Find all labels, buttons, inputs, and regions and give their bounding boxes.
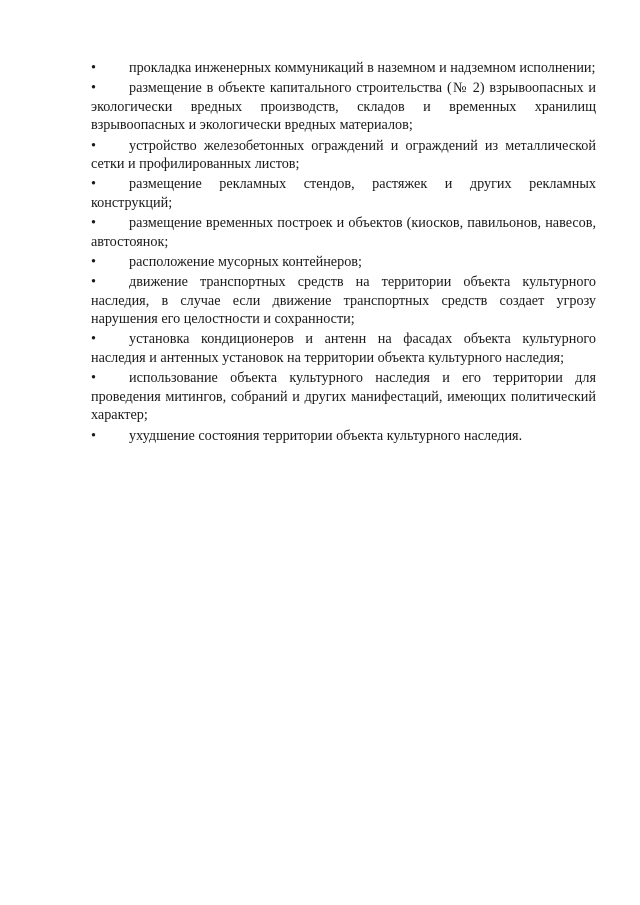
list-item (91, 59, 596, 78)
list-item (91, 175, 596, 212)
list-item-text: размещение временных построек и объектов (киосков, павильонов, навесов, автостоянок; (91, 215, 596, 250)
list-item-text: движение транспортных средств на территории объекта культурного наследия, в случае если движение транспортных средств создает угрозу нарушения его целостности и сохранности; (91, 274, 596, 328)
list-item (91, 273, 596, 329)
list-item (91, 369, 596, 425)
bullet-mark: • (91, 215, 96, 232)
list-item-text: расположение мусорных контейнеров; (129, 253, 362, 270)
list-item-text: размещение в объекте капитального строительства (№ 2) взрывоопасных и экологически вредных производств, складов и временных хранилищ взрывоопасных и экологически вредных материалов; (91, 80, 596, 134)
bullet-mark: • (91, 60, 96, 76)
bullet-mark: • (91, 331, 96, 348)
restrictions-list (91, 59, 596, 447)
bullet-mark: • (91, 253, 96, 270)
bullet-mark: • (91, 137, 96, 154)
list-item-text: прокладка инженерных коммуникаций в наземном и надземном исполнении; (129, 60, 596, 76)
list-item (91, 137, 596, 174)
list-item-text: ухудшение состояния территории объекта культурного наследия. (129, 427, 523, 444)
list-item-text: размещение рекламных стендов, растяжек и других рекламных конструкций; (91, 176, 596, 211)
list-item-text: использование объекта культурного наследия и его территории для проведения митингов, собраний и других манифестаций, имеющих политический характер; (91, 370, 596, 424)
list-item (91, 253, 596, 272)
list-item (91, 330, 596, 367)
bullet-mark: • (91, 370, 96, 387)
bullet-mark: • (91, 80, 96, 97)
list-item (91, 427, 596, 446)
list-item (91, 79, 596, 135)
list-item-text: устройство железобетонных ограждений и ограждений из металлической сетки и профилированных листов; (91, 137, 596, 173)
list-item (91, 214, 596, 251)
list-item-text: установка кондиционеров и антенн на фасадах объекта культурного наследия и антенных установок на территории объекта культурного наследия; (91, 331, 596, 367)
bullet-mark: • (91, 176, 96, 193)
bullet-mark: • (91, 274, 96, 291)
bullet-mark: • (91, 427, 96, 444)
